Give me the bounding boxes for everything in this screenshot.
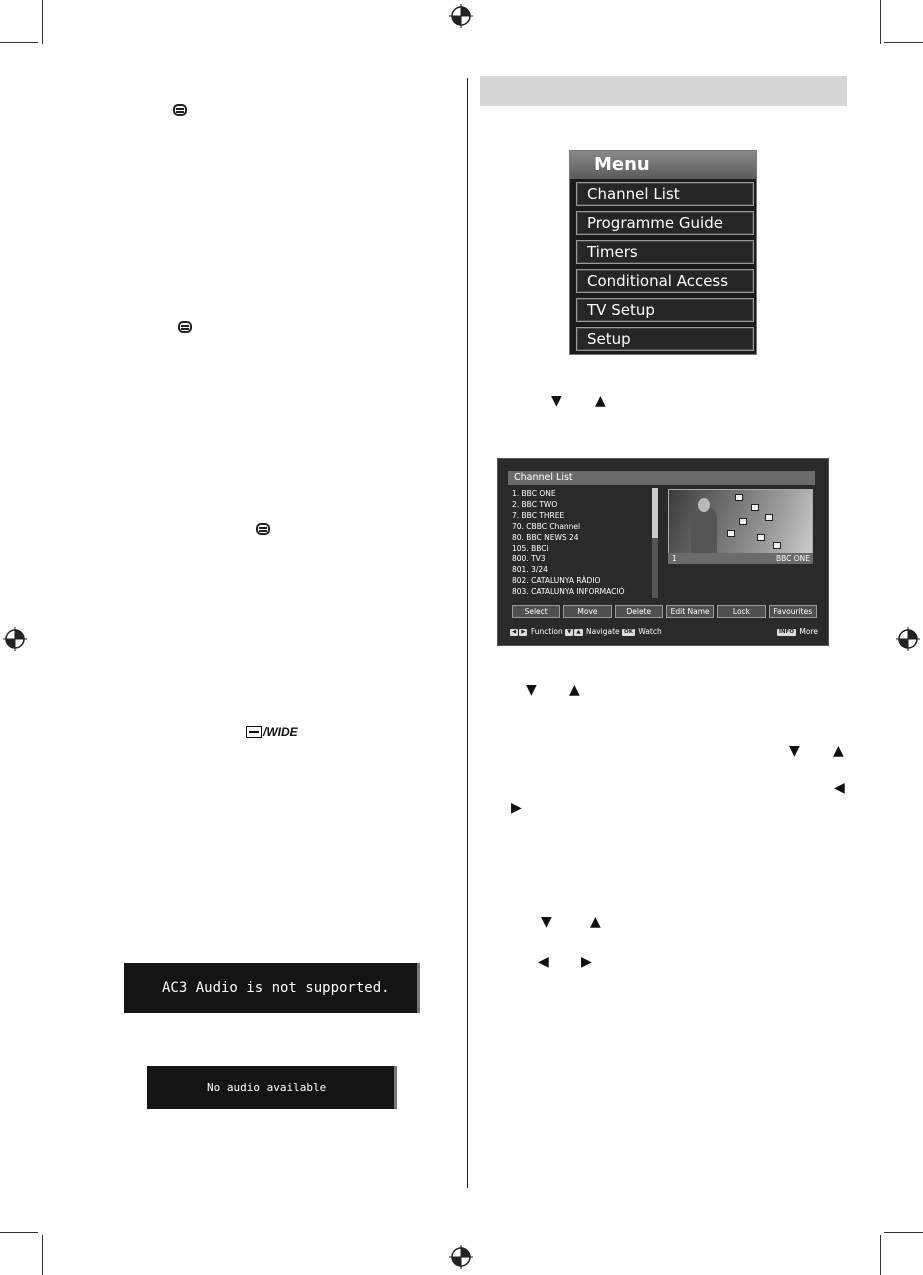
channel-row[interactable]: 800. TV3	[512, 554, 546, 564]
wide-button-icon	[246, 725, 298, 739]
move-button[interactable]: Move	[563, 605, 611, 618]
channel-list-footer	[510, 627, 818, 637]
channel-preview	[668, 489, 813, 563]
presenter-head	[698, 498, 710, 512]
more-hint: More	[799, 627, 818, 636]
crop-mark	[0, 1232, 38, 1233]
screen-ratio-icon	[246, 726, 262, 738]
channel-list-scrollbar[interactable]	[652, 488, 658, 598]
preview-channel-name: BBC ONE	[775, 554, 810, 563]
down-key-icon: ▼	[567, 628, 572, 635]
weather-map-marker	[739, 518, 747, 525]
up-arrow-icon: ▲	[595, 393, 606, 409]
down-arrow-icon: ▼	[541, 914, 552, 930]
channel-list-panel	[497, 458, 829, 646]
teletext-icon	[178, 321, 192, 333]
up-arrow-icon: ▲	[569, 682, 580, 698]
weather-map-marker	[727, 530, 735, 537]
channel-row[interactable]: 80. BBC NEWS 24	[512, 532, 579, 542]
channel-row[interactable]: 803. CATALUNYA INFORMACIÓ	[512, 587, 625, 597]
function-hint: Function	[530, 627, 563, 636]
menu-item-tv-setup[interactable]: TV Setup	[576, 298, 754, 322]
left-arrow-icon: ◀	[834, 780, 845, 796]
right-arrow-icon: ▶	[581, 954, 592, 970]
navigate-hint: Navigate	[586, 627, 620, 636]
menu-item-programme-guide[interactable]: Programme Guide	[576, 211, 754, 235]
menu-item-channel-list[interactable]: Channel List	[576, 182, 754, 206]
footer-hints	[510, 627, 662, 637]
channel-list-title: Channel List	[508, 471, 815, 485]
main-menu	[569, 150, 757, 355]
teletext-icon	[173, 104, 187, 116]
weather-map-marker	[773, 542, 781, 549]
registration-mark-icon	[449, 1245, 473, 1269]
registration-mark-icon	[3, 627, 27, 651]
weather-map-marker	[735, 494, 743, 501]
ok-key: OK	[624, 628, 633, 635]
scrollbar-thumb[interactable]	[652, 488, 658, 538]
channel-list-actions	[512, 605, 817, 618]
crop-mark	[0, 42, 38, 43]
channel-row[interactable]: 105. BBCi	[512, 543, 549, 553]
watch-hint: Watch	[638, 627, 662, 636]
down-arrow-icon: ▼	[551, 393, 562, 409]
ac3-message: AC3 Audio is not supported.	[124, 963, 420, 1013]
weather-map-marker	[751, 504, 759, 511]
left-arrow-icon: ◀	[538, 954, 549, 970]
channel-row[interactable]: 1. BBC ONE	[512, 489, 556, 498]
channel-row[interactable]: 70. CBBC Channel	[512, 521, 581, 531]
favourites-button[interactable]: Favourites	[769, 605, 817, 618]
preview-channel-number: 1	[672, 554, 677, 563]
footer-more	[777, 627, 818, 637]
info-key: INFO	[778, 628, 795, 635]
crop-mark	[42, 0, 43, 44]
menu-item-setup[interactable]: Setup	[576, 327, 754, 351]
right-arrow-icon: ▶	[511, 800, 522, 816]
column-divider	[467, 78, 468, 1188]
crop-mark	[880, 1235, 881, 1275]
channel-row[interactable]: 802. CATALUNYA RÀDIO	[512, 576, 601, 586]
crop-mark	[880, 0, 881, 44]
section-header-bar	[480, 76, 847, 106]
up-arrow-icon: ▲	[833, 743, 844, 759]
channel-row[interactable]: 2. BBC TWO	[512, 499, 558, 509]
crop-mark	[884, 42, 923, 43]
weather-map-marker	[757, 534, 765, 541]
registration-mark-icon	[896, 627, 920, 651]
channel-list	[512, 489, 652, 598]
left-key-icon: ◀	[512, 628, 517, 635]
menu-title: Menu	[570, 151, 756, 179]
right-key-icon: ▶	[521, 628, 526, 635]
channel-row[interactable]: 7. BBC THREE	[512, 510, 565, 520]
select-button[interactable]: Select	[512, 605, 560, 618]
channel-row[interactable]: 801. 3/24	[512, 565, 548, 575]
crop-mark	[884, 1232, 923, 1233]
preview-info-bar	[668, 553, 813, 564]
down-arrow-icon: ▼	[526, 682, 537, 698]
up-arrow-icon: ▲	[590, 914, 601, 930]
menu-item-timers[interactable]: Timers	[576, 240, 754, 264]
registration-mark-icon	[449, 4, 473, 28]
edit-name-button[interactable]: Edit Name	[666, 605, 714, 618]
up-key-icon: ▲	[576, 628, 581, 635]
no-audio-message: No audio available	[147, 1066, 397, 1109]
wide-label: /WIDE	[263, 725, 298, 739]
crop-mark	[42, 1235, 43, 1275]
delete-button[interactable]: Delete	[615, 605, 663, 618]
weather-map-marker	[765, 514, 773, 521]
menu-item-conditional-access[interactable]: Conditional Access	[576, 269, 754, 293]
down-arrow-icon: ▼	[789, 743, 800, 759]
teletext-icon	[256, 523, 270, 535]
lock-button[interactable]: Lock	[717, 605, 765, 618]
